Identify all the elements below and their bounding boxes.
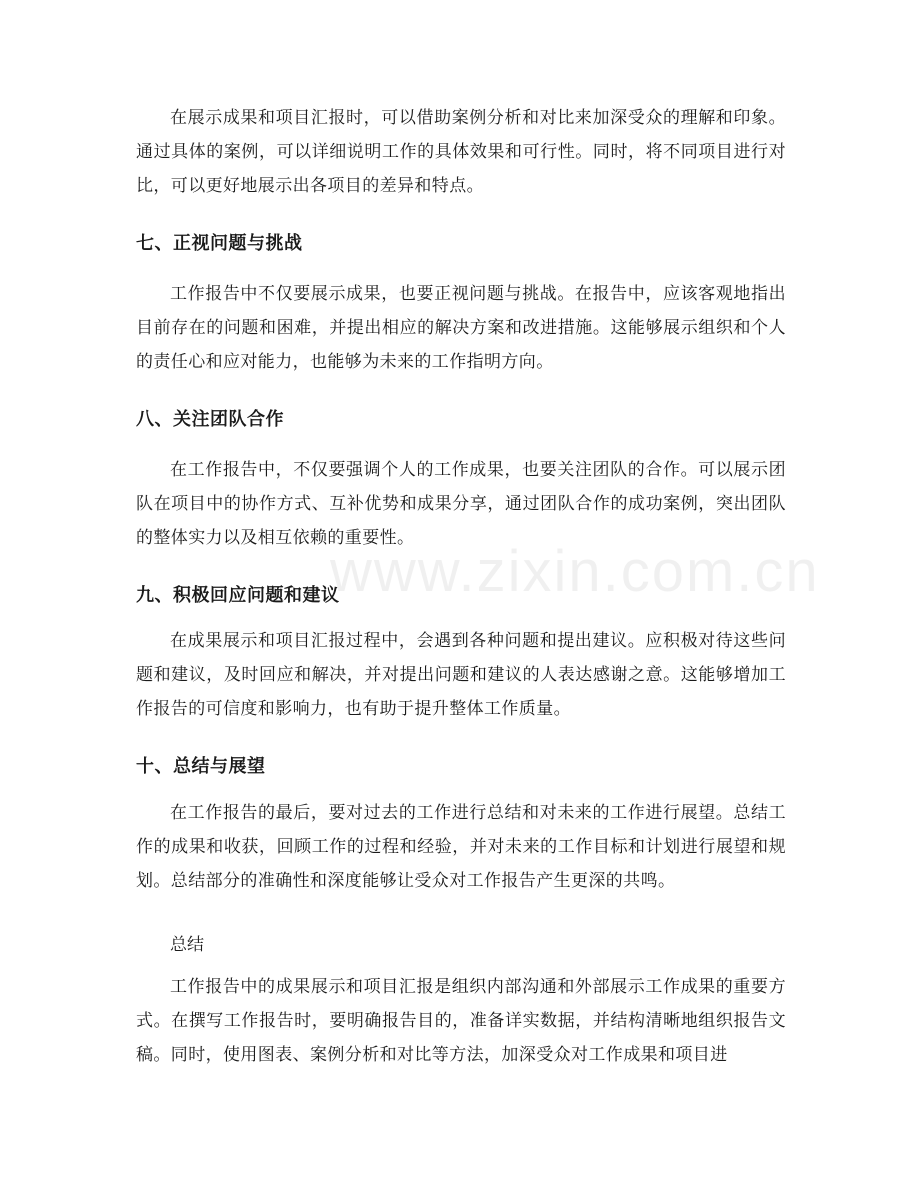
heading-section-9: 九、积极回应问题和建议 bbox=[136, 585, 340, 606]
watermark: www.zixin.com.cn bbox=[330, 539, 820, 604]
summary-label: 总结 bbox=[170, 935, 204, 955]
heading-section-8: 八、关注团队合作 bbox=[136, 409, 284, 430]
heading-section-10: 十、总结与展望 bbox=[136, 756, 266, 777]
paragraph-section-10: 在工作报告的最后，要对过去的工作进行总结和对未来的工作进行展望。总结工作的成果和收获，回顾工作的过程和经验，并对未来的工作目标和计划进行展望和规划。总结部分的准确性和深度能够让受众对工作报告产生更深的共鸣。 bbox=[136, 803, 786, 891]
paragraph-section-8: 在工作报告中，不仅要强调个人的工作成果，也要关注团队的合作。可以展示团队在项目中的协作方式、互补优势和成果分享，通过团队合作的成功案例，突出团队的整体实力以及相互依赖的重要性。 bbox=[136, 460, 786, 548]
paragraph-section-9: 在成果展示和项目汇报过程中，会遇到各种问题和提出建议。应积极对待这些问题和建议，及时回应和解决，并对提出问题和建议的人表达感谢之意。这能够增加工作报告的可信度和影响力，也有助于提升整体工作质量。 bbox=[136, 631, 786, 719]
intro-paragraph: 在展示成果和项目汇报时，可以借助案例分析和对比来加深受众的理解和印象。通过具体的案例，可以详细说明工作的具体效果和可行性。同时，将不同项目进行对比，可以更好地展示出各项目的差异和特点。 bbox=[136, 108, 786, 196]
paragraph-section-7: 工作报告中不仅要展示成果，也要正视问题与挑战。在报告中，应该客观地指出目前存在的问题和困难，并提出相应的解决方案和改进措施。这能够展示组织和个人的责任心和应对能力，也能够为未来的工作指明方向。 bbox=[136, 284, 786, 372]
heading-section-7: 七、正视问题与挑战 bbox=[136, 233, 303, 254]
summary-paragraph: 工作报告中的成果展示和项目汇报是组织内部沟通和外部展示工作成果的重要方式。在撰写工作报告时，要明确报告目的，准备详实数据，并结构清晰地组织报告文稿。同时，使用图表、案例分析和对比等方法，加深受众对工作成果和项目进 bbox=[136, 977, 786, 1065]
